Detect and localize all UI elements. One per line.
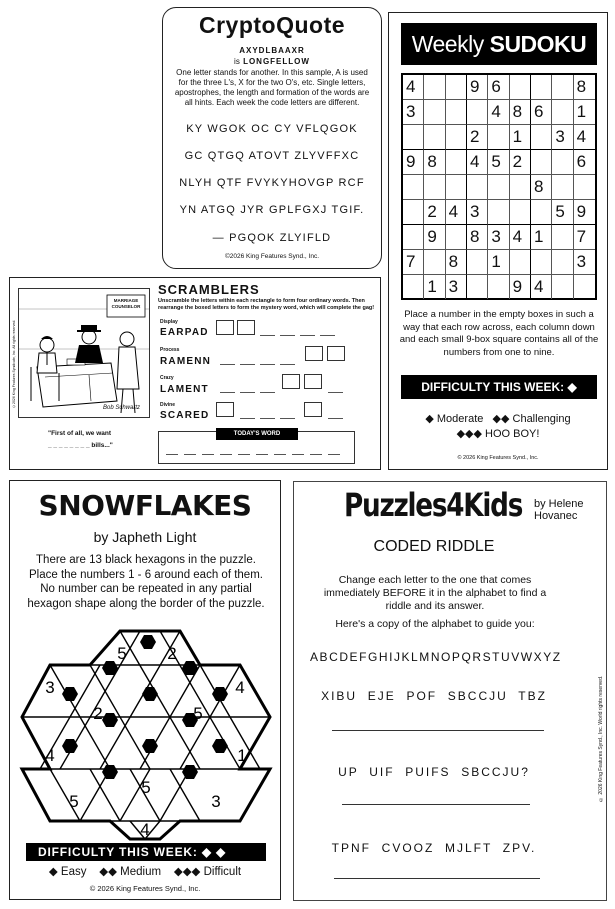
sudoku-panel — [388, 12, 608, 470]
sudoku-cell[interactable]: 8 — [510, 100, 531, 125]
sudoku-cell[interactable] — [510, 200, 531, 225]
answer-blank[interactable] — [260, 364, 275, 365]
sudoku-cell[interactable]: 4 — [467, 150, 488, 175]
kids-side-credit: © 2026 King Features Synd., Inc. World rights reserved. — [598, 675, 604, 802]
sudoku-cell[interactable] — [531, 75, 552, 100]
sample-answer: LONGFELLOW — [243, 57, 310, 66]
sudoku-cell[interactable] — [446, 75, 467, 100]
cryptoquote-sample — [163, 45, 381, 67]
sudoku-cell[interactable] — [552, 100, 573, 125]
sudoku-cell[interactable] — [446, 125, 467, 150]
sudoku-cell[interactable]: 2 — [424, 200, 445, 225]
sudoku-copyright: © 2026 King Features Synd., Inc. — [457, 455, 539, 461]
black-hexagon — [212, 739, 228, 753]
scramble-word: LAMENT — [160, 384, 209, 395]
answer-line[interactable] — [334, 878, 540, 879]
sudoku-banner — [401, 23, 597, 65]
kids-title: Puzzles4Kids — [344, 486, 523, 524]
snowflakes-levels — [10, 864, 280, 878]
kids-alphabet-note: Here's a copy of the alphabet to guide you: — [335, 618, 535, 630]
sudoku-levels — [389, 412, 607, 442]
given-number: 4 — [140, 820, 150, 839]
sudoku-cell[interactable] — [403, 125, 424, 150]
sudoku-cell[interactable]: 3 — [574, 250, 595, 275]
sudoku-cell[interactable] — [552, 275, 573, 299]
sudoku-cell[interactable] — [574, 275, 595, 299]
sudoku-cell[interactable]: 1 — [424, 275, 445, 299]
sudoku-cell[interactable] — [403, 275, 424, 299]
sudoku-cell[interactable] — [574, 175, 595, 200]
sudoku-difficulty: DIFFICULTY THIS WEEK: ◆ — [401, 375, 597, 399]
answer-blank[interactable] — [280, 335, 295, 336]
sudoku-grid[interactable] — [401, 73, 597, 300]
answer-blank[interactable] — [328, 418, 343, 419]
answer-blank[interactable] — [280, 364, 295, 365]
snowflakes-instructions: There are 13 black hexagons in the puzzle. Place the numbers 1 - 6 around each of them. No number can be repeated in any partial hexagon shape along the border of the puzzle. — [27, 554, 265, 610]
sudoku-cell[interactable]: 7 — [574, 225, 595, 250]
cryptoquote-line: NLYH QTF FVYKYHOVGP RCF — [179, 177, 365, 189]
sudoku-cell[interactable] — [488, 200, 509, 225]
answer-blank[interactable] — [260, 418, 275, 419]
sudoku-cell[interactable] — [403, 200, 424, 225]
sample-code: AXYDLBAAXR — [239, 46, 305, 55]
black-hexagons — [62, 635, 228, 779]
mystery-blank[interactable] — [202, 454, 214, 455]
sudoku-cell[interactable] — [424, 175, 445, 200]
sudoku-cell[interactable]: 9 — [424, 225, 445, 250]
answer-blank[interactable] — [300, 335, 315, 336]
mystery-blank[interactable] — [220, 454, 232, 455]
cryptoquote-panel — [162, 7, 382, 269]
answer-blank[interactable] — [328, 392, 343, 393]
answer-blank[interactable] — [240, 418, 255, 419]
level-medium: ◆◆ Medium — [99, 866, 162, 878]
sudoku-cell[interactable] — [552, 225, 573, 250]
given-number: 4 — [235, 678, 245, 697]
sudoku-cell[interactable]: 1 — [531, 225, 552, 250]
sudoku-cell[interactable]: 7 — [403, 250, 424, 275]
given-number: 5 — [69, 792, 79, 811]
sudoku-cell[interactable]: 4 — [510, 225, 531, 250]
black-hexagon — [102, 765, 118, 779]
cryptoquote-line: KY WGOK OC CY VFLQGOK — [186, 123, 358, 135]
todays-word-label: TODAY'S WORD — [216, 428, 298, 440]
sudoku-cell[interactable]: 6 — [574, 150, 595, 175]
sudoku-cell[interactable]: 8 — [574, 75, 595, 100]
given-number: 5 — [193, 704, 203, 723]
sudoku-cell[interactable] — [531, 250, 552, 275]
sudoku-cell[interactable] — [510, 175, 531, 200]
banner-bold-text: SUDOKU — [489, 31, 587, 57]
sudoku-cell[interactable]: 5 — [552, 200, 573, 225]
sudoku-cell[interactable] — [424, 100, 445, 125]
sudoku-cell[interactable] — [446, 225, 467, 250]
sudoku-cell[interactable]: 2 — [510, 150, 531, 175]
sudoku-cell[interactable] — [531, 150, 552, 175]
mystery-blank[interactable] — [328, 454, 340, 455]
scramble-clue: Process — [160, 347, 180, 353]
sudoku-cell[interactable] — [446, 100, 467, 125]
answer-box[interactable] — [216, 402, 234, 417]
sudoku-cell[interactable]: 3 — [403, 100, 424, 125]
cartoon-signature: Bob Schwartz — [103, 405, 141, 411]
answer-blank[interactable] — [220, 364, 235, 365]
given-number: 3 — [45, 678, 55, 697]
mystery-blank[interactable] — [184, 454, 196, 455]
cryptoquote-line: YN ATGQ JYR GPLFGXJ TGIF. — [179, 204, 365, 216]
mystery-blank[interactable] — [166, 454, 178, 455]
sudoku-cell[interactable] — [467, 175, 488, 200]
sudoku-cell[interactable] — [552, 75, 573, 100]
sudoku-cell[interactable]: 4 — [574, 125, 595, 150]
scramblers-panel — [9, 277, 381, 470]
sudoku-cell[interactable] — [488, 125, 509, 150]
kids-subtitle: CODED RIDDLE — [373, 538, 495, 555]
sudoku-cell[interactable]: 5 — [488, 150, 509, 175]
scramble-clue: Crazy — [160, 375, 174, 381]
sudoku-cell[interactable] — [446, 150, 467, 175]
cryptoquote-explanation: One letter stands for another. In this sample, A is used for the three L's, X for the two O's, etc. Single letters, apostrophes, the length and formation of the words are all hints. Each week the code letters are different. — [174, 68, 370, 107]
scramble-word: RAMENN — [160, 356, 212, 367]
cartoon-sign: MARRIAGE COUNSELOR — [111, 298, 141, 309]
black-hexagon — [142, 687, 158, 701]
black-hexagon — [140, 635, 156, 649]
sudoku-cell[interactable] — [403, 225, 424, 250]
mystery-blank[interactable] — [292, 454, 304, 455]
sudoku-cell[interactable] — [510, 75, 531, 100]
cartoon-caption — [18, 428, 150, 452]
given-number: 4 — [45, 746, 55, 765]
scramble-clue: Display — [160, 319, 178, 325]
sudoku-cell[interactable]: 3 — [467, 200, 488, 225]
answer-line[interactable] — [332, 730, 544, 731]
sudoku-cell[interactable]: 6 — [531, 100, 552, 125]
sudoku-cell[interactable] — [424, 250, 445, 275]
sudoku-cell[interactable]: 9 — [510, 275, 531, 299]
sample-is: is — [234, 57, 240, 66]
coded-line: TPNF CVOOZ MJLFT ZPV. — [331, 841, 537, 855]
sudoku-cell[interactable] — [510, 250, 531, 275]
answer-box[interactable] — [305, 346, 323, 361]
sudoku-cell[interactable] — [488, 175, 509, 200]
sudoku-cell[interactable] — [403, 175, 424, 200]
scramble-word: SCARED — [160, 410, 210, 421]
sudoku-cell[interactable] — [467, 100, 488, 125]
sudoku-cell[interactable]: 4 — [446, 200, 467, 225]
sudoku-cell[interactable] — [467, 250, 488, 275]
kids-byline: by Helene Hovanec — [534, 498, 584, 522]
given-number: 5 — [117, 644, 127, 663]
sudoku-cell[interactable] — [424, 75, 445, 100]
level-difficult: ◆◆◆ Difficult — [173, 866, 242, 878]
sudoku-cell[interactable]: 3 — [488, 225, 509, 250]
given-number: 3 — [211, 792, 221, 811]
answer-blank[interactable] — [280, 418, 295, 419]
snowflakes-difficulty: DIFFICULTY THIS WEEK: ◆ ◆ — [26, 843, 266, 861]
level-easy: ◆ Easy — [48, 866, 87, 878]
kids-alphabet: ABCDEFGHIJKLMNOPQRSTUVWXYZ — [310, 650, 562, 664]
sudoku-cell[interactable]: 8 — [446, 250, 467, 275]
sudoku-cell[interactable]: 9 — [467, 75, 488, 100]
sudoku-cell[interactable] — [424, 125, 445, 150]
sudoku-cell[interactable] — [531, 200, 552, 225]
banner-light-text: Weekly — [411, 31, 490, 57]
sudoku-cell[interactable] — [552, 175, 573, 200]
answer-box[interactable] — [327, 346, 345, 361]
sudoku-cell[interactable]: 4 — [403, 75, 424, 100]
scramble-word: EARPAD — [160, 327, 209, 338]
sudoku-cell[interactable]: 1 — [510, 125, 531, 150]
answer-box[interactable] — [216, 320, 234, 335]
answer-blank[interactable] — [240, 364, 255, 365]
scramblers-instructions: Unscramble the letters within each rectangle to form four ordinary words. Then rearrange the boxed letters to form the mystery word, which will complete the gag! — [158, 298, 375, 311]
scramble-clue: Divine — [160, 402, 176, 408]
answer-box[interactable] — [304, 402, 322, 417]
answer-blank[interactable] — [320, 335, 335, 336]
coded-line: UP UIF PUIFS SBCCJU? — [338, 765, 530, 779]
sudoku-cell[interactable]: 8 — [467, 225, 488, 250]
sudoku-cell[interactable]: 2 — [467, 125, 488, 150]
answer-box[interactable] — [237, 320, 255, 335]
given-number: 5 — [141, 778, 151, 797]
sudoku-cell[interactable]: 3 — [552, 125, 573, 150]
snowflakes-byline: by Japheth Light — [93, 529, 197, 545]
cryptoquote-title: CryptoQuote — [198, 12, 346, 38]
given-number: 1 — [237, 746, 247, 765]
mystery-blank[interactable] — [274, 454, 286, 455]
snowflakes-title: SNOWFLAKES — [38, 489, 252, 522]
sudoku-cell[interactable] — [488, 275, 509, 299]
sudoku-instructions: Place a number in the empty boxes in such a way that each row across, each column down and each small 9-box square contains all of the numbers from one to nine. — [399, 309, 599, 358]
black-hexagon — [102, 713, 118, 727]
snowflakes-copyright: © 2026 King Features Synd., Inc. — [89, 884, 201, 893]
sudoku-cell[interactable]: 9 — [403, 150, 424, 175]
answer-box[interactable] — [282, 374, 300, 389]
sudoku-cell[interactable]: 9 — [574, 200, 595, 225]
sudoku-cell[interactable]: 4 — [531, 275, 552, 299]
sudoku-cell[interactable] — [552, 250, 573, 275]
puzzles4kids-panel — [293, 481, 607, 901]
sudoku-cell[interactable]: 8 — [424, 150, 445, 175]
sudoku-cell[interactable] — [531, 125, 552, 150]
mystery-blank[interactable] — [256, 454, 268, 455]
scramblers-title: SCRAMBLERS — [158, 282, 260, 297]
sudoku-level-line: ◆◆◆ HOO BOY! — [456, 428, 540, 440]
sudoku-cell[interactable]: 1 — [488, 250, 509, 275]
answer-blank[interactable] — [260, 335, 275, 336]
mystery-blank[interactable] — [310, 454, 322, 455]
cryptoquote-line: GC QTGQ ATOVT ZLYVFFXC — [184, 150, 360, 162]
black-hexagon — [182, 765, 198, 779]
answer-box[interactable] — [304, 374, 322, 389]
sudoku-cell[interactable] — [446, 175, 467, 200]
answer-line[interactable] — [342, 804, 530, 805]
sudoku-cell[interactable] — [552, 150, 573, 175]
sudoku-cell[interactable]: 6 — [488, 75, 509, 100]
caption-line: "First of all, we want — [48, 430, 112, 437]
grid-lines — [22, 631, 270, 839]
sudoku-cell[interactable] — [467, 275, 488, 299]
sudoku-cell[interactable]: 1 — [574, 100, 595, 125]
answer-blank[interactable] — [260, 392, 275, 393]
sudoku-cell[interactable]: 8 — [531, 175, 552, 200]
sudoku-cell[interactable]: 4 — [488, 100, 509, 125]
given-number: 2 — [167, 644, 177, 663]
coded-line: XIBU EJE POF SBCCJU TBZ — [321, 689, 547, 703]
scramblers-side-credit: ©2026 King Features Syndicate, Inc. All rights reserved. — [12, 319, 16, 408]
kids-instructions: Change each letter to the one that comes immediately BEFORE it in the alphabet to find a riddle and its answer. — [323, 574, 547, 612]
cartoon-illustration — [18, 288, 150, 418]
snowflake-grid[interactable] — [10, 629, 282, 841]
snowflakes-panel — [9, 480, 281, 900]
mystery-blank[interactable] — [238, 454, 250, 455]
sudoku-level-line: ◆ Moderate ◆◆ Challenging — [425, 413, 571, 425]
answer-blank[interactable] — [240, 392, 255, 393]
given-number: 2 — [93, 704, 103, 723]
cryptoquote-copyright: ©2026 King Features Synd., Inc. — [224, 253, 320, 260]
answer-blank[interactable] — [220, 392, 235, 393]
caption-line: _ _ _ _ _ _ _ _ bills..." — [48, 442, 113, 449]
cryptoquote-author: — PGQOK ZLYIFLD — [212, 232, 332, 244]
sudoku-cell[interactable]: 3 — [446, 275, 467, 299]
